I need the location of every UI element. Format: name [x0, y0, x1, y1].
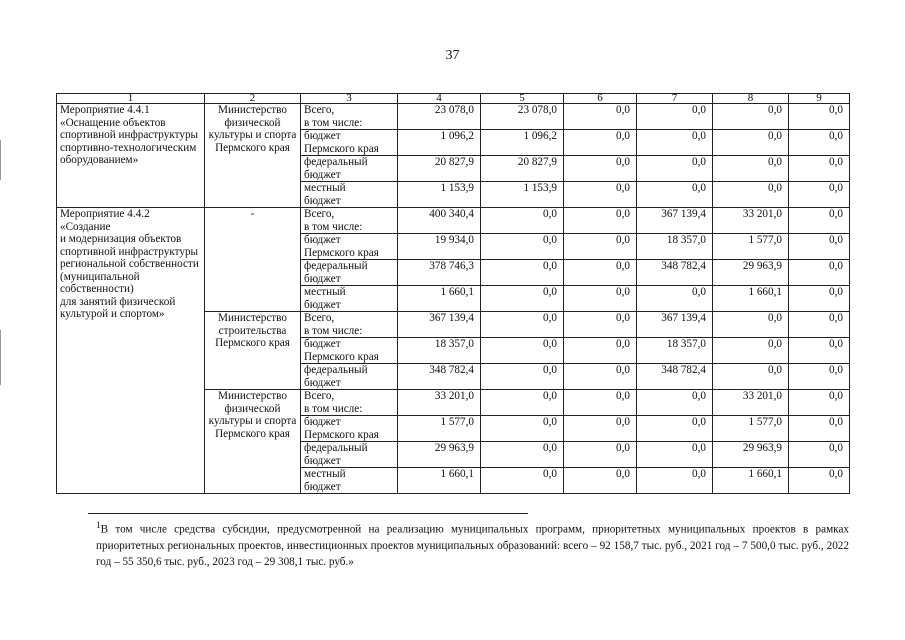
value-cell: 1 660,1: [398, 286, 481, 312]
value-cell: 33 201,0: [713, 208, 789, 234]
value-cell: 0,0: [564, 260, 637, 286]
footnote-mark: 1: [96, 521, 101, 531]
value-cell: 0,0: [713, 104, 789, 130]
scan-mark: [0, 140, 1, 180]
value-cell: 400 340,4: [398, 208, 481, 234]
value-cell: 0,0: [637, 104, 713, 130]
source-cell: местный бюджет: [301, 286, 398, 312]
source-cell: местный бюджет: [301, 182, 398, 208]
value-cell: 0,0: [713, 364, 789, 390]
value-cell: 20 827,9: [481, 156, 564, 182]
value-cell: 0,0: [481, 416, 564, 442]
measure-name: Мероприятие 4.4.1 «Оснащение объектов спортивной инфраструктуры спортивно-технологическим оборудованием»: [57, 104, 205, 208]
value-cell: 23 078,0: [481, 104, 564, 130]
value-cell: 0,0: [564, 234, 637, 260]
source-cell: федеральный бюджет: [301, 260, 398, 286]
value-cell: 1 096,2: [481, 130, 564, 156]
measure-name: Мероприятие 4.4.2 «Создание и модернизация объектов спортивной инфраструктуры региональной собственности (муниципальной собственности) для занятий физической культурой и спортом»: [57, 208, 205, 494]
source-cell: Всего, в том числе:: [301, 208, 398, 234]
value-cell: 0,0: [713, 338, 789, 364]
executor-cell: -: [205, 208, 301, 312]
executor-cell: Министерство физической культуры и спорта Пермского края: [205, 390, 301, 494]
value-cell: 348 782,4: [637, 260, 713, 286]
header-row: [57, 94, 850, 104]
column-header: 9: [789, 94, 850, 104]
value-cell: 0,0: [564, 182, 637, 208]
source-cell: бюджет Пермского края: [301, 130, 398, 156]
value-cell: 33 201,0: [398, 390, 481, 416]
value-cell: 0,0: [789, 286, 850, 312]
value-cell: 0,0: [789, 468, 850, 494]
column-header: 4: [398, 94, 481, 104]
footnote-separator: [88, 513, 528, 514]
value-cell: 0,0: [789, 182, 850, 208]
source-cell: Всего, в том числе:: [301, 390, 398, 416]
value-cell: 33 201,0: [713, 390, 789, 416]
value-cell: 0,0: [789, 364, 850, 390]
source-cell: федеральный бюджет: [301, 442, 398, 468]
value-cell: 0,0: [564, 364, 637, 390]
value-cell: 0,0: [481, 442, 564, 468]
value-cell: 0,0: [789, 338, 850, 364]
value-cell: 18 357,0: [637, 338, 713, 364]
value-cell: 0,0: [713, 182, 789, 208]
source-cell: бюджет Пермского края: [301, 234, 398, 260]
value-cell: 0,0: [564, 468, 637, 494]
value-cell: 0,0: [564, 156, 637, 182]
value-cell: 18 357,0: [398, 338, 481, 364]
value-cell: 0,0: [564, 104, 637, 130]
source-cell: бюджет Пермского края: [301, 338, 398, 364]
value-cell: 0,0: [789, 416, 850, 442]
value-cell: 23 078,0: [398, 104, 481, 130]
column-header: 7: [637, 94, 713, 104]
value-cell: 378 746,3: [398, 260, 481, 286]
column-header: 3: [301, 94, 398, 104]
value-cell: 0,0: [637, 286, 713, 312]
value-cell: 0,0: [789, 390, 850, 416]
executor-cell: Министерство строительства Пермского края: [205, 312, 301, 390]
value-cell: 0,0: [789, 104, 850, 130]
value-cell: 0,0: [481, 312, 564, 338]
value-cell: 0,0: [481, 364, 564, 390]
source-cell: федеральный бюджет: [301, 364, 398, 390]
value-cell: 29 963,9: [713, 260, 789, 286]
value-cell: 0,0: [564, 390, 637, 416]
source-cell: федеральный бюджет: [301, 156, 398, 182]
value-cell: 0,0: [564, 208, 637, 234]
value-cell: 0,0: [481, 208, 564, 234]
value-cell: 0,0: [713, 156, 789, 182]
footnote: [56, 518, 849, 570]
value-cell: 0,0: [637, 156, 713, 182]
value-cell: 0,0: [564, 130, 637, 156]
table-row: [57, 208, 850, 234]
value-cell: 0,0: [789, 312, 850, 338]
value-cell: 0,0: [481, 260, 564, 286]
footnote-text: В том числе средства субсидии, предусмотренной на реализацию муниципальных программ, приоритетных муниципальных проектов в рамках приоритетных региональных проектов, инвестиционных проектов муниципальных образований: всего – 92 158,7 тыс. руб., 2021 год – 7 500,0 тыс. руб., 2022 год – 55 350,6 тыс. руб., 2023 год – 29 308,1 тыс. руб.»: [96, 523, 849, 568]
value-cell: 0,0: [564, 338, 637, 364]
column-header: 5: [481, 94, 564, 104]
source-cell: Всего, в том числе:: [301, 312, 398, 338]
value-cell: 0,0: [481, 286, 564, 312]
value-cell: 0,0: [637, 442, 713, 468]
value-cell: 1 096,2: [398, 130, 481, 156]
page-number: 37: [445, 48, 460, 63]
executor-cell: Министерство физической культуры и спорта Пермского края: [205, 104, 301, 208]
value-cell: 367 139,4: [398, 312, 481, 338]
value-cell: 0,0: [564, 286, 637, 312]
budget-table: [56, 93, 850, 494]
value-cell: 0,0: [481, 338, 564, 364]
value-cell: 0,0: [789, 442, 850, 468]
column-header: 2: [205, 94, 301, 104]
value-cell: 29 963,9: [398, 442, 481, 468]
table-row: [57, 104, 850, 130]
value-cell: 0,0: [789, 260, 850, 286]
value-cell: 1 577,0: [398, 416, 481, 442]
value-cell: 1 577,0: [713, 234, 789, 260]
column-header: 1: [57, 94, 205, 104]
value-cell: 1 153,9: [398, 182, 481, 208]
value-cell: 1 153,9: [481, 182, 564, 208]
value-cell: 0,0: [789, 234, 850, 260]
value-cell: 348 782,4: [637, 364, 713, 390]
value-cell: 1 660,1: [713, 286, 789, 312]
value-cell: 0,0: [637, 468, 713, 494]
value-cell: 1 660,1: [713, 468, 789, 494]
value-cell: 0,0: [637, 390, 713, 416]
value-cell: 0,0: [481, 390, 564, 416]
value-cell: 0,0: [789, 208, 850, 234]
value-cell: 0,0: [564, 416, 637, 442]
value-cell: 0,0: [713, 312, 789, 338]
value-cell: 0,0: [789, 130, 850, 156]
value-cell: 1 577,0: [713, 416, 789, 442]
value-cell: 20 827,9: [398, 156, 481, 182]
source-cell: местный бюджет: [301, 468, 398, 494]
value-cell: 29 963,9: [713, 442, 789, 468]
scan-mark: [0, 330, 1, 385]
column-header: 8: [713, 94, 789, 104]
source-cell: Всего, в том числе:: [301, 104, 398, 130]
value-cell: 0,0: [789, 156, 850, 182]
value-cell: 367 139,4: [637, 208, 713, 234]
value-cell: 0,0: [637, 130, 713, 156]
value-cell: 367 139,4: [637, 312, 713, 338]
value-cell: 18 357,0: [637, 234, 713, 260]
value-cell: 348 782,4: [398, 364, 481, 390]
value-cell: 0,0: [481, 468, 564, 494]
column-header: 6: [564, 94, 637, 104]
value-cell: 0,0: [564, 442, 637, 468]
value-cell: 19 934,0: [398, 234, 481, 260]
value-cell: 1 660,1: [398, 468, 481, 494]
value-cell: 0,0: [637, 182, 713, 208]
value-cell: 0,0: [713, 130, 789, 156]
source-cell: бюджет Пермского края: [301, 416, 398, 442]
value-cell: 0,0: [637, 416, 713, 442]
value-cell: 0,0: [481, 234, 564, 260]
value-cell: 0,0: [564, 312, 637, 338]
